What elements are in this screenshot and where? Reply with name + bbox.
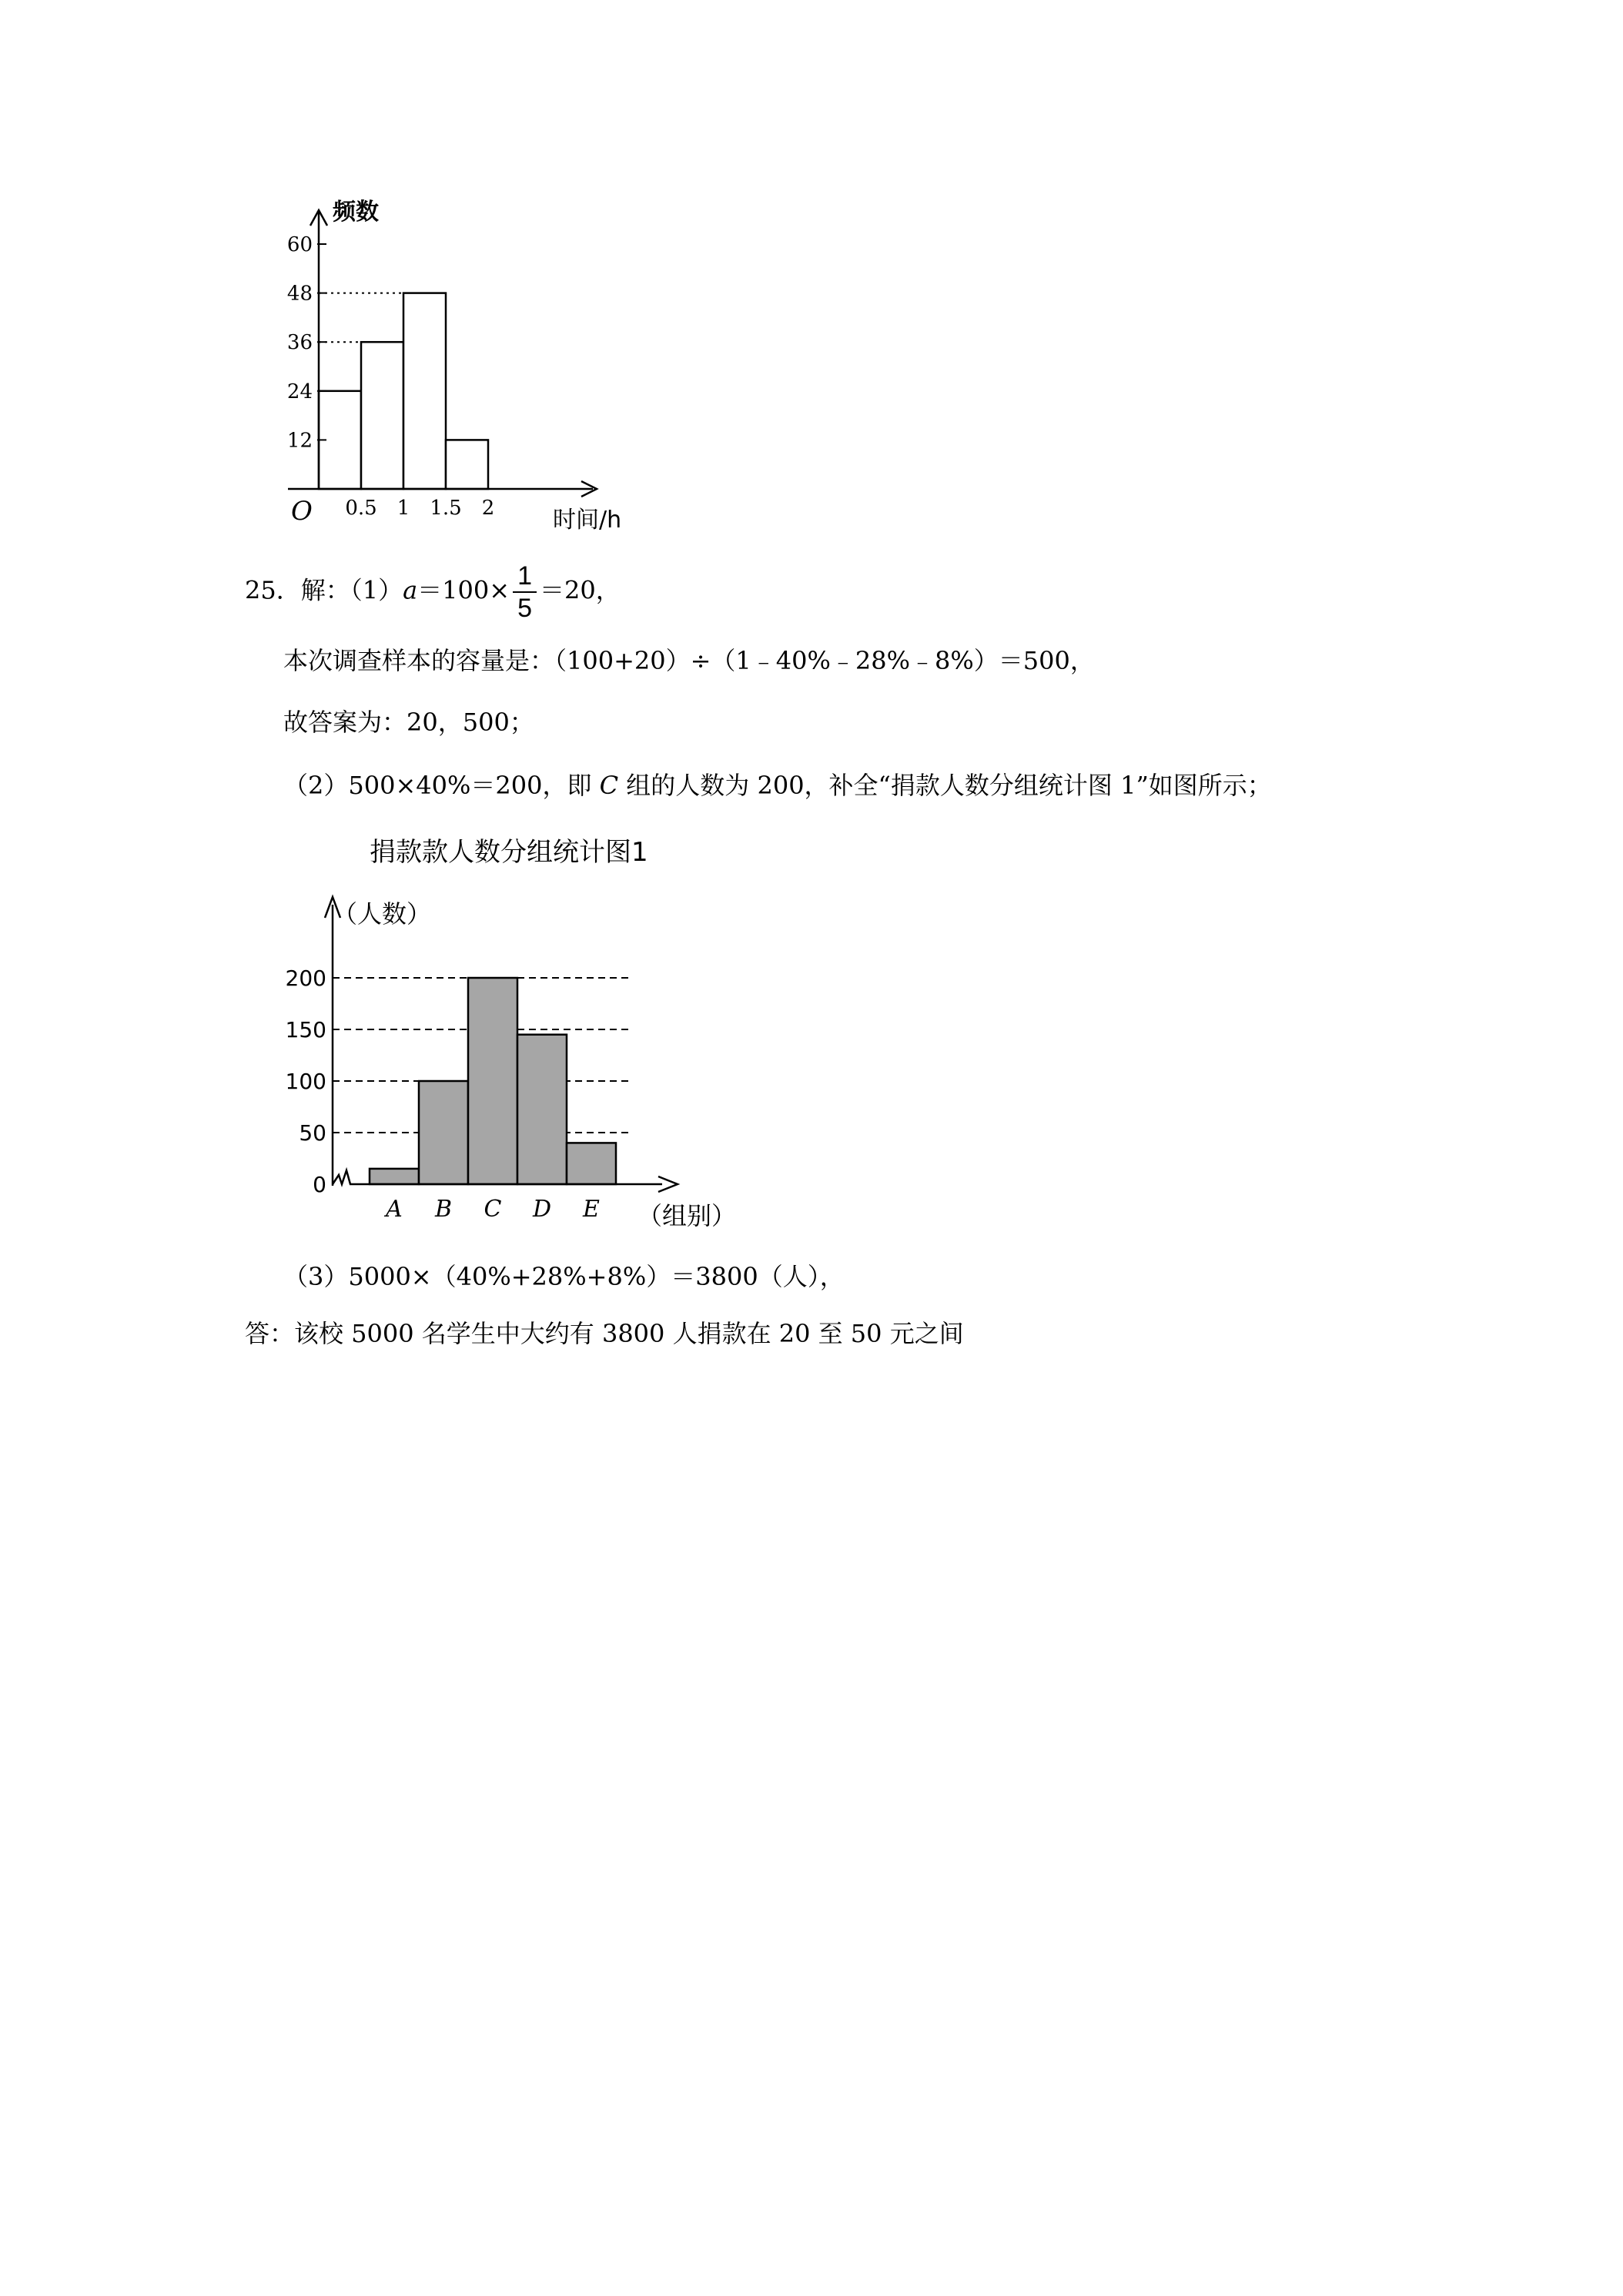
part2-suffix: 组的人数为 200，补全“捐款人数分组统计图 1”如图所示； (618, 771, 1272, 800)
chart1-xtick-label: 2 (481, 497, 495, 520)
chart2-bar-A (370, 1169, 419, 1184)
chart1-ylabel: 频数 (333, 199, 379, 226)
variable-c: C (599, 771, 619, 800)
chart2-xlabel: （组别） (637, 1201, 737, 1230)
chart2-bar-D (517, 1035, 567, 1184)
chart2-title: 捐款款人数分组统计图1 (370, 837, 648, 868)
question-number: 25．解：（1） (245, 575, 403, 605)
chart1-xtick-label: 1 (397, 497, 410, 520)
chart1-xlabel: 时间/h (553, 507, 622, 534)
chart2-bar-E (567, 1143, 616, 1184)
chart2-category-label: E (583, 1196, 600, 1223)
chart2-bar-C (468, 978, 517, 1184)
chart2-ylabel: （人数） (333, 899, 432, 929)
chart2-ytick-label: 150 (285, 1017, 326, 1043)
sample-capacity-line: 本次调查样本的容量是：（100+20）÷（1﹣40%﹣28%﹣8%）＝500， (283, 646, 1095, 675)
part2-line (283, 770, 1272, 801)
chart1-ytick-label: 24 (286, 380, 313, 403)
a-expression: ＝100× (417, 575, 510, 605)
answer-line-1: 故答案为：20，500； (283, 708, 534, 737)
chart1-bar-1.5 (403, 293, 446, 489)
solution-q25-line1 (245, 561, 621, 624)
chart2-ytick-label: 0 (313, 1172, 326, 1197)
part2-prefix: （2）500×40%＝200，即 (283, 771, 600, 800)
chart1-origin: O (291, 496, 313, 527)
a-result: ＝20， (540, 575, 621, 605)
chart1-bar-1 (361, 342, 403, 489)
chart2-ytick-label: 200 (285, 966, 326, 991)
variable-a: a (403, 575, 418, 605)
chart1-ytick-label: 36 (286, 331, 313, 355)
chart2-ytick-label: 50 (299, 1120, 326, 1146)
chart2-ytick-label: 100 (285, 1069, 326, 1094)
chart2-category-label: D (532, 1196, 552, 1223)
chart1-xtick-label: 0.5 (345, 497, 377, 520)
chart2-category-label: B (434, 1196, 453, 1223)
donation-group-bar-chart (285, 832, 778, 1247)
chart1-ytick-label: 12 (286, 429, 313, 453)
fraction-denominator: 5 (517, 594, 532, 623)
conclusion-line: 答：该校 5000 名学生中大约有 3800 人捐款在 20 至 50 元之间 (245, 1319, 964, 1348)
fraction-one-fifth (513, 561, 537, 624)
chart1-xtick-label: 1.5 (430, 497, 462, 520)
chart2-category-label: A (386, 1196, 403, 1223)
frequency-histogram (262, 189, 662, 543)
chart1-bar-2 (446, 440, 488, 489)
chart1-ytick-label: 60 (286, 233, 313, 256)
chart2-category-label: C (484, 1196, 502, 1223)
chart1-ytick-label: 48 (286, 282, 313, 306)
fraction-numerator: 1 (513, 561, 537, 593)
chart2-bar-B (419, 1081, 468, 1184)
part3-line: （3）5000×（40%+28%+8%）＝3800（人）， (283, 1262, 845, 1291)
